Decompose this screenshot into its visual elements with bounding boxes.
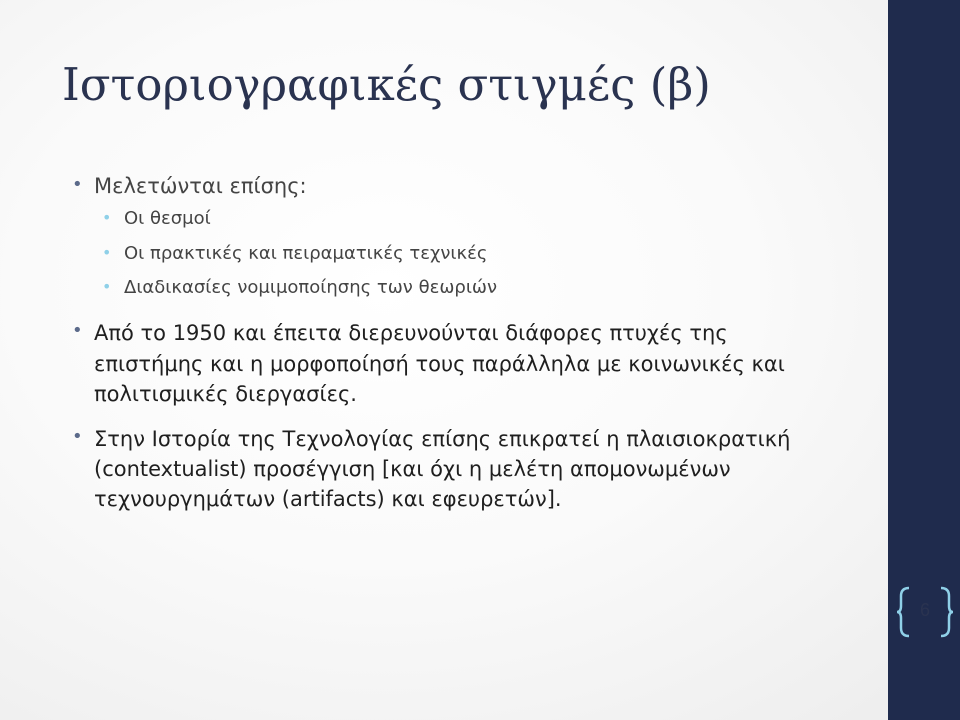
page-number-badge	[895, 584, 955, 640]
slide-content	[72, 172, 832, 529]
slide-title: Ιστοριογραφικές στιγμές (β)	[62, 58, 711, 111]
sub-bullet-list	[102, 207, 832, 300]
sub-bullet: • Οι θεσμοί	[102, 207, 832, 231]
bullet-intro: • Μελετώνται επίσης:	[72, 172, 832, 201]
sub-bullet: • Διαδικασίες νομιμοποίησης των θεωριών	[102, 276, 832, 300]
bullet-history-technology: • Στην Ιστορία της Τεχνολογίας επίσης επικρατεί η πλαισιοκρατική (contextualist) προσέγγιση [και όχι η μελέτη απομονωμένων τεχνουργημάτων (artifacts) και εφευρετών].	[72, 424, 832, 515]
sub-bullet: • Οι πρακτικές και πειραματικές τεχνικές	[102, 242, 832, 266]
bullet-1950: • Από το 1950 και έπειτα διερευνούνται διάφορες πτυχές της επιστήμης και η μορφοποίησή τους παράλληλα με κοινωνικές και πολιτισμικές διεργασίες.	[72, 318, 832, 409]
page-number: 6	[919, 600, 930, 620]
